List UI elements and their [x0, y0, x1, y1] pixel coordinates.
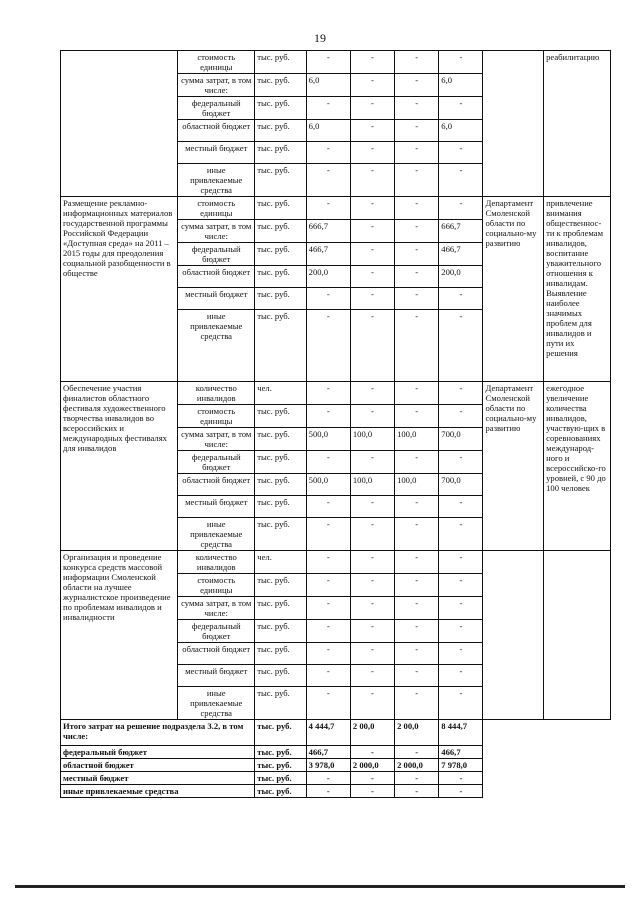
value-cell: - [439, 518, 483, 551]
value-cell: - [395, 97, 439, 120]
unit-cell: чел. [255, 551, 306, 574]
value-cell: - [439, 687, 483, 720]
value-cell: 6,0 [306, 120, 350, 142]
unit-cell: тыс. руб. [255, 665, 306, 687]
total-value-cell: - [306, 772, 350, 785]
value-cell: - [395, 74, 439, 97]
unit-cell: тыс. руб. [255, 574, 306, 597]
value-cell: - [439, 597, 483, 620]
value-cell: - [306, 164, 350, 197]
value-cell: - [395, 597, 439, 620]
value-cell: - [439, 288, 483, 310]
unit-cell: тыс. руб. [255, 51, 306, 74]
indicator-cell: сумма затрат, в том числе: [178, 428, 255, 451]
value-cell: - [395, 643, 439, 665]
unit-cell: тыс. руб. [255, 97, 306, 120]
executor-cell: Департамент Смоленской области по социально-му развитию [483, 197, 544, 382]
value-cell: - [395, 518, 439, 551]
total-value-cell: 2 00,0 [350, 720, 394, 746]
value-cell: 100,0 [350, 474, 394, 496]
value-cell: - [306, 310, 350, 382]
total-value-cell: - [395, 746, 439, 759]
indicator-cell: федеральный бюджет [178, 620, 255, 643]
unit-cell: тыс. руб. [255, 620, 306, 643]
value-cell: 466,7 [439, 243, 483, 266]
value-cell: 200,0 [439, 266, 483, 288]
value-cell: 700,0 [439, 428, 483, 451]
total-value-cell: 2 000,0 [395, 759, 439, 772]
value-cell: - [350, 496, 394, 518]
value-cell: - [395, 243, 439, 266]
total-value-cell: 3 978,0 [306, 759, 350, 772]
value-cell: - [439, 97, 483, 120]
total-value-cell: 2 000,0 [350, 759, 394, 772]
value-cell: - [439, 310, 483, 382]
bottom-rule [15, 885, 625, 888]
indicator-cell: областной бюджет [178, 266, 255, 288]
value-cell: - [350, 574, 394, 597]
indicator-cell: сумма затрат, в том числе: [178, 220, 255, 243]
value-cell: - [350, 643, 394, 665]
value-cell: 6,0 [439, 74, 483, 97]
value-cell: - [306, 687, 350, 720]
indicator-cell: стоимость единицы [178, 574, 255, 597]
value-cell: 466,7 [306, 243, 350, 266]
total-value-cell: 466,7 [439, 746, 483, 759]
result-cell [544, 551, 611, 720]
value-cell: 666,7 [306, 220, 350, 243]
unit-cell: тыс. руб. [255, 746, 306, 759]
indicator-cell: федеральный бюджет [178, 243, 255, 266]
unit-cell: тыс. руб. [255, 643, 306, 665]
indicator-cell: областной бюджет [178, 643, 255, 665]
result-cell: привлечение внимания общественнос-ти к проблемам инвалидов, воспитание уважительного отношения к инвалидам. Выявление наиболее значимых проблем для инвалидов и пути их решения [544, 197, 611, 382]
unit-cell: тыс. руб. [255, 405, 306, 428]
unit-cell: тыс. руб. [255, 197, 306, 220]
value-cell: - [395, 288, 439, 310]
value-cell: - [439, 382, 483, 405]
total-value-cell: - [395, 785, 439, 798]
value-cell: - [439, 574, 483, 597]
indicator-cell: иные привлекаемые средства [178, 518, 255, 551]
value-cell: 700,0 [439, 474, 483, 496]
value-cell: - [395, 220, 439, 243]
value-cell: - [395, 197, 439, 220]
total-label: местный бюджет [61, 772, 255, 785]
total-label: областной бюджет [61, 759, 255, 772]
value-cell: - [395, 382, 439, 405]
value-cell: - [306, 597, 350, 620]
unit-cell: тыс. руб. [255, 428, 306, 451]
value-cell: - [350, 288, 394, 310]
total-label: Итого затрат на решение подраздела 3.2, в том числе: [61, 720, 255, 746]
total-value-cell: 466,7 [306, 746, 350, 759]
indicator-cell: иные привлекаемые средства [178, 310, 255, 382]
unit-cell: тыс. руб. [255, 451, 306, 474]
unit-cell: тыс. руб. [255, 243, 306, 266]
unit-cell: чел. [255, 382, 306, 405]
indicator-cell: сумма затрат, в том числе: [178, 597, 255, 620]
value-cell: - [306, 451, 350, 474]
value-cell: - [395, 574, 439, 597]
value-cell: - [306, 142, 350, 164]
total-label: иные привлекаемые средства [61, 785, 255, 798]
value-cell: - [350, 518, 394, 551]
value-cell: - [306, 288, 350, 310]
value-cell: - [350, 451, 394, 474]
value-cell: - [306, 518, 350, 551]
total-value-cell: - [350, 785, 394, 798]
page-number: 19 [314, 31, 326, 45]
indicator-cell: местный бюджет [178, 496, 255, 518]
value-cell: - [395, 496, 439, 518]
value-cell: - [350, 120, 394, 142]
value-cell: - [306, 551, 350, 574]
value-cell: - [306, 496, 350, 518]
value-cell: - [439, 142, 483, 164]
indicator-cell: местный бюджет [178, 142, 255, 164]
value-cell: - [306, 382, 350, 405]
value-cell: - [306, 620, 350, 643]
total-row [61, 720, 611, 746]
value-cell: - [306, 574, 350, 597]
indicator-cell: стоимость единицы [178, 405, 255, 428]
value-cell: - [306, 643, 350, 665]
value-cell: - [395, 687, 439, 720]
indicator-cell: иные привлекаемые средства [178, 164, 255, 197]
unit-cell: тыс. руб. [255, 310, 306, 382]
executor-cell [483, 551, 544, 720]
executor-cell: Департамент Смоленской области по социально-му развитию [483, 382, 544, 551]
total-value-cell: - [395, 772, 439, 785]
total-value-cell: 8 444,7 [439, 720, 483, 746]
total-value-cell: - [439, 772, 483, 785]
unit-cell: тыс. руб. [255, 597, 306, 620]
value-cell: - [439, 405, 483, 428]
value-cell: - [350, 665, 394, 687]
value-cell: - [439, 496, 483, 518]
result-cell: реабилитацию [544, 51, 611, 197]
value-cell: - [395, 451, 439, 474]
value-cell: - [395, 310, 439, 382]
indicator-cell: местный бюджет [178, 665, 255, 687]
total-label: федеральный бюджет [61, 746, 255, 759]
value-cell: 6,0 [439, 120, 483, 142]
value-cell: - [350, 310, 394, 382]
value-cell: - [395, 551, 439, 574]
unit-cell: тыс. руб. [255, 288, 306, 310]
value-cell: - [439, 51, 483, 74]
unit-cell: тыс. руб. [255, 687, 306, 720]
value-cell: 100,0 [350, 428, 394, 451]
value-cell: - [395, 620, 439, 643]
value-cell: 500,0 [306, 474, 350, 496]
value-cell: - [439, 451, 483, 474]
value-cell: - [306, 97, 350, 120]
total-value-cell: 4 444,7 [306, 720, 350, 746]
value-cell: 666,7 [439, 220, 483, 243]
empty-cell [483, 720, 611, 798]
value-cell: - [350, 97, 394, 120]
activity-cell [61, 51, 178, 197]
value-cell: - [350, 220, 394, 243]
value-cell: - [350, 243, 394, 266]
unit-cell: тыс. руб. [255, 164, 306, 197]
value-cell: - [439, 620, 483, 643]
activity-cell: Организация и проведение конкурса средств массовой информации Смоленской области на лучшее журналистское произведение по проблемам инвалидов и инвалидности [61, 551, 178, 720]
total-value-cell: 2 00,0 [395, 720, 439, 746]
indicator-cell: местный бюджет [178, 288, 255, 310]
indicator-cell: сумма затрат, в том числе: [178, 74, 255, 97]
indicator-cell: федеральный бюджет [178, 97, 255, 120]
table-row [61, 51, 611, 74]
value-cell: 500,0 [306, 428, 350, 451]
indicator-cell: иные привлекаемые средства [178, 687, 255, 720]
value-cell: - [439, 643, 483, 665]
value-cell: - [395, 142, 439, 164]
value-cell: - [395, 665, 439, 687]
value-cell: - [350, 142, 394, 164]
unit-cell: тыс. руб. [255, 142, 306, 164]
program-table [60, 50, 611, 798]
total-value-cell: 7 978,0 [439, 759, 483, 772]
value-cell: 6,0 [306, 74, 350, 97]
total-value-cell: - [350, 772, 394, 785]
unit-cell: тыс. руб. [255, 496, 306, 518]
unit-cell: тыс. руб. [255, 772, 306, 785]
value-cell: - [439, 665, 483, 687]
value-cell: - [439, 197, 483, 220]
unit-cell: тыс. руб. [255, 220, 306, 243]
table-row [61, 551, 611, 574]
value-cell: - [350, 551, 394, 574]
total-value-cell: - [350, 746, 394, 759]
unit-cell: тыс. руб. [255, 120, 306, 142]
value-cell: - [350, 382, 394, 405]
unit-cell: тыс. руб. [255, 74, 306, 97]
table-row [61, 382, 611, 405]
value-cell: - [395, 120, 439, 142]
unit-cell: тыс. руб. [255, 474, 306, 496]
value-cell: - [350, 266, 394, 288]
value-cell: - [350, 164, 394, 197]
value-cell: 100,0 [395, 474, 439, 496]
activity-cell: Размещение рекламно-информационных материалов государственной программы Российской Федерации «Доступная среда» на 2011 – 2015 годы для преодоления социальной разобщенности в обществе [61, 197, 178, 382]
value-cell: 100,0 [395, 428, 439, 451]
value-cell: - [306, 665, 350, 687]
value-cell: - [350, 51, 394, 74]
indicator-cell: областной бюджет [178, 120, 255, 142]
indicator-cell: стоимость единицы [178, 51, 255, 74]
value-cell: 200,0 [306, 266, 350, 288]
value-cell: - [350, 74, 394, 97]
value-cell: - [306, 51, 350, 74]
unit-cell: тыс. руб. [255, 720, 306, 746]
indicator-cell: количество инвалидов [178, 382, 255, 405]
activity-cell: Обеспечение участия финалистов областного фестиваля художественного творчества инвалидов во всероссийских и международных фестивалях для инвалидов [61, 382, 178, 551]
value-cell: - [306, 197, 350, 220]
value-cell: - [395, 164, 439, 197]
indicator-cell: количество инвалидов [178, 551, 255, 574]
value-cell: - [439, 164, 483, 197]
executor-cell [483, 51, 544, 197]
value-cell: - [350, 405, 394, 428]
total-value-cell: - [306, 785, 350, 798]
unit-cell: тыс. руб. [255, 785, 306, 798]
value-cell: - [395, 51, 439, 74]
indicator-cell: областной бюджет [178, 474, 255, 496]
value-cell: - [439, 551, 483, 574]
unit-cell: тыс. руб. [255, 266, 306, 288]
value-cell: - [350, 197, 394, 220]
value-cell: - [306, 405, 350, 428]
unit-cell: тыс. руб. [255, 518, 306, 551]
result-cell: ежегодное увеличение количества инвалидов, участвую-щих в соревнованиях международ-ного и всероссийско-го уровней, с 90 до 100 человек [544, 382, 611, 551]
value-cell: - [395, 405, 439, 428]
value-cell: - [350, 687, 394, 720]
unit-cell: тыс. руб. [255, 759, 306, 772]
indicator-cell: федеральный бюджет [178, 451, 255, 474]
table-row [61, 197, 611, 220]
indicator-cell: стоимость единицы [178, 197, 255, 220]
total-value-cell: - [439, 785, 483, 798]
value-cell: - [350, 620, 394, 643]
value-cell: - [350, 597, 394, 620]
value-cell: - [395, 266, 439, 288]
